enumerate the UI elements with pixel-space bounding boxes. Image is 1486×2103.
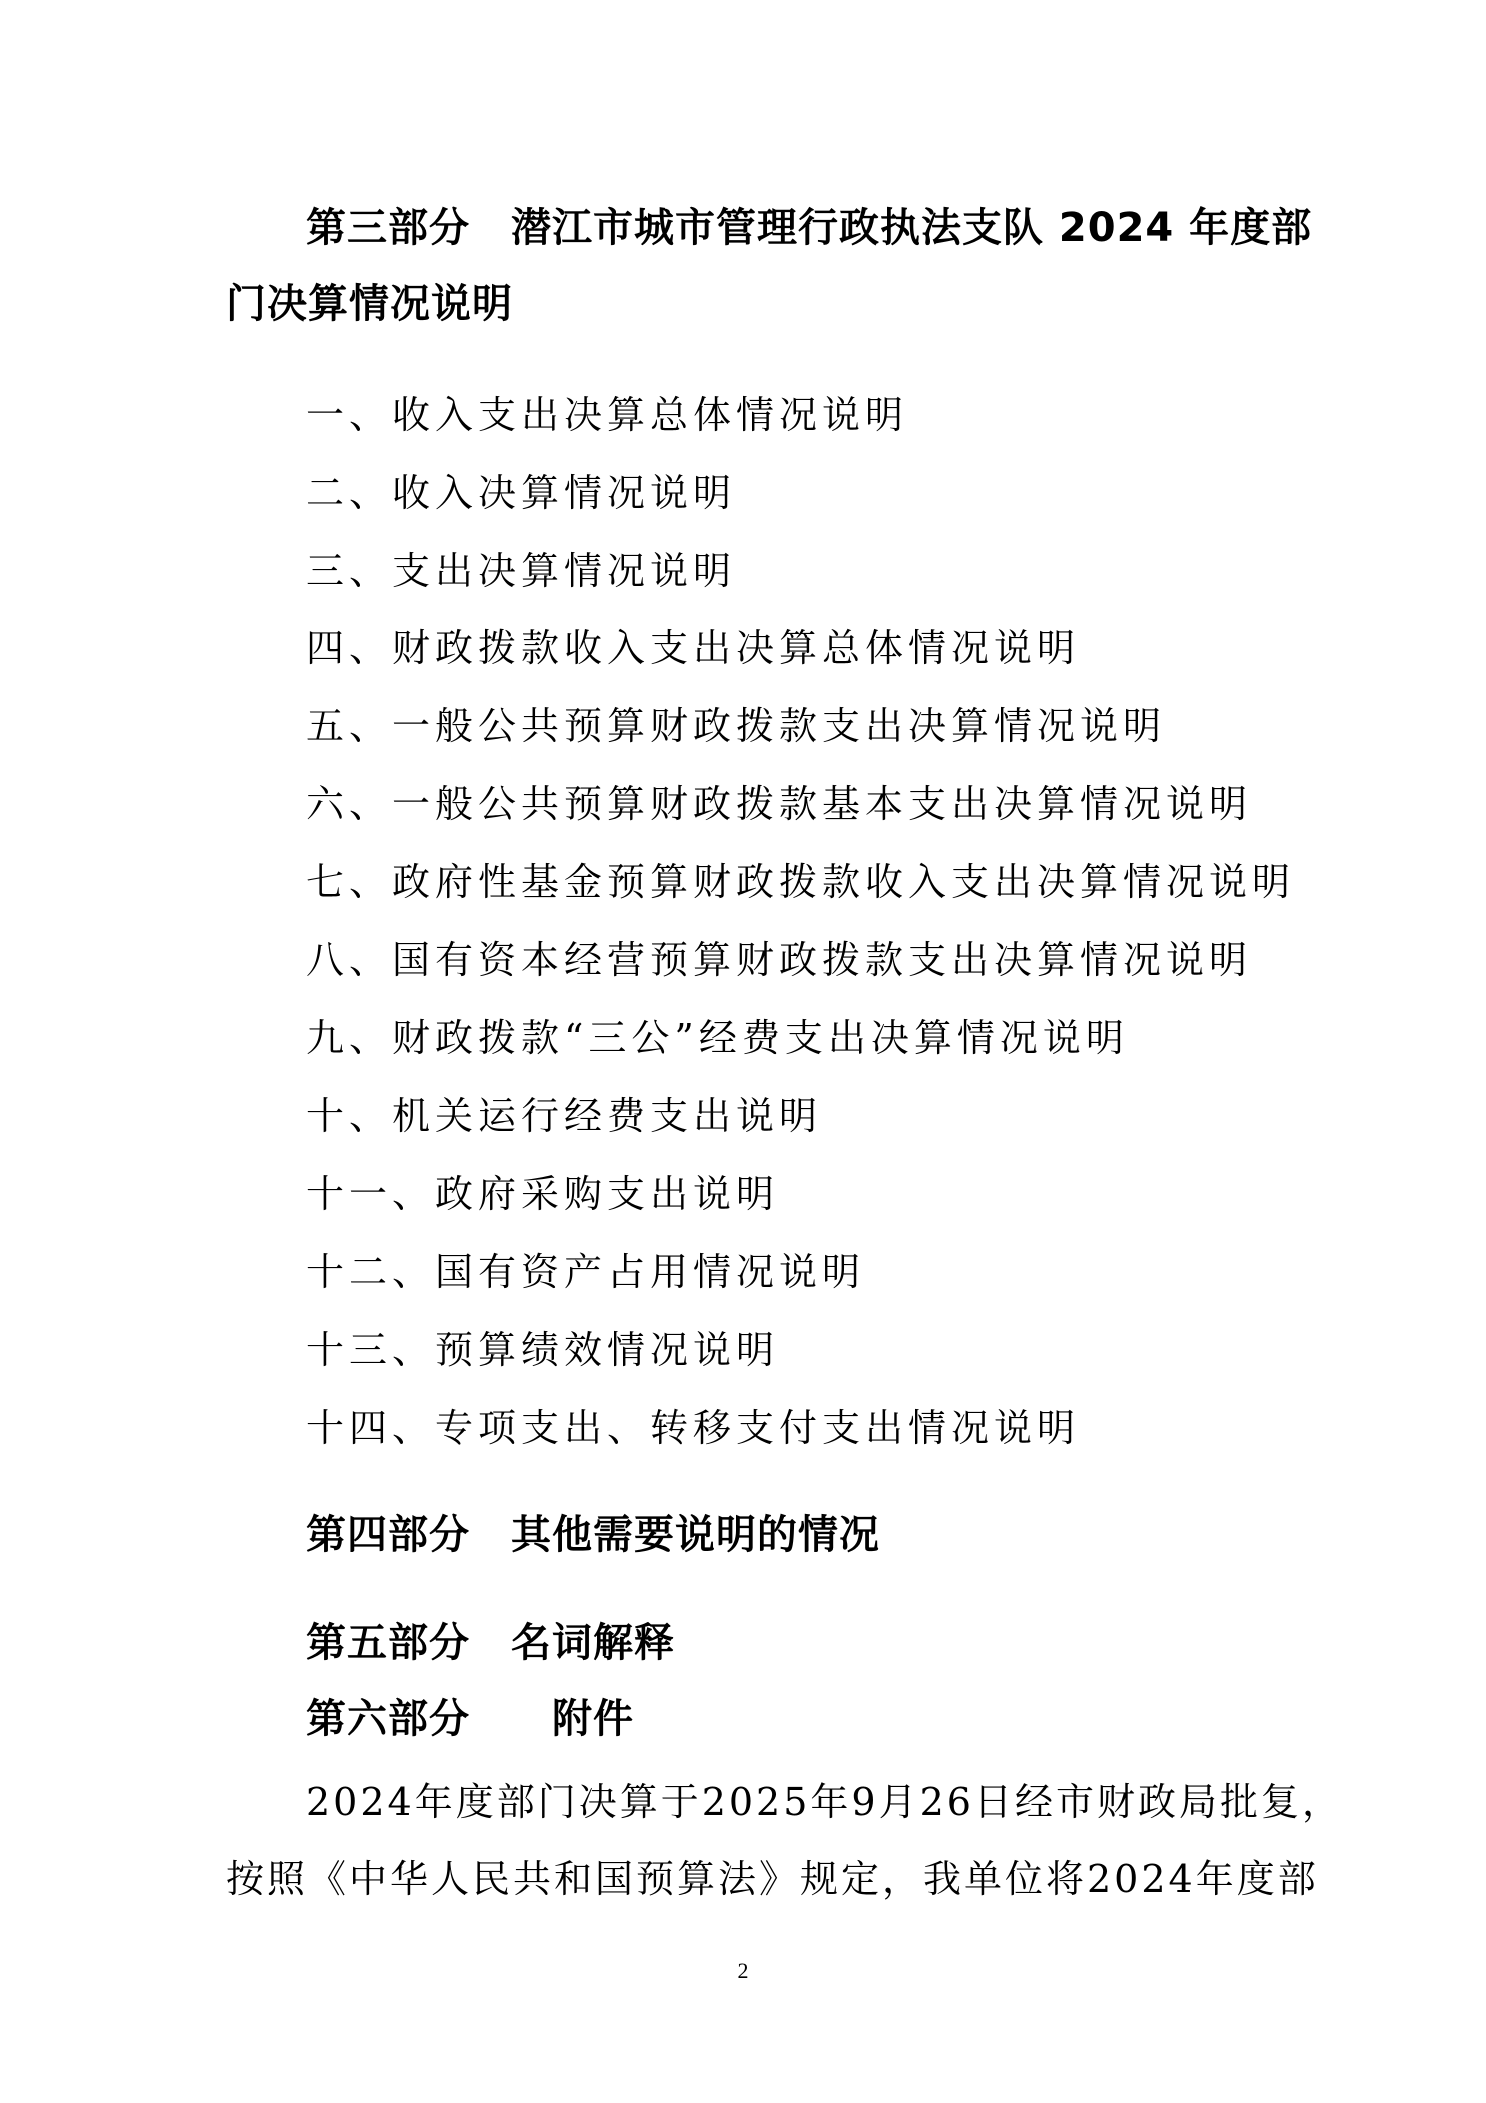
part6-heading: 第六部分 附件 bbox=[306, 1696, 634, 1742]
part4-heading: 第四部分 其他需要说明的情况 bbox=[306, 1512, 880, 1558]
toc-item-12: 十二、国有资产占用情况说明 bbox=[306, 1250, 866, 1294]
toc-item-14: 十四、专项支出、转移支付支出情况说明 bbox=[306, 1406, 1081, 1450]
toc-item-9: 九、财政拨款“三公”经费支出决算情况说明 bbox=[306, 1016, 1129, 1060]
toc-item-7: 七、政府性基金预算财政拨款收入支出决算情况说明 bbox=[306, 860, 1296, 904]
toc-item-4: 四、财政拨款收入支出决算总体情况说明 bbox=[306, 626, 1081, 670]
toc-item-1: 一、收入支出决算总体情况说明 bbox=[306, 393, 909, 437]
toc-item-11: 十一、政府采购支出说明 bbox=[306, 1172, 780, 1216]
paragraph-line1: 2024年度部门决算于2025年9月26日经市财政局批复， bbox=[306, 1780, 1343, 1824]
toc-item-5: 五、一般公共预算财政拨款支出决算情况说明 bbox=[306, 704, 1167, 748]
toc-item-6: 六、一般公共预算财政拨款基本支出决算情况说明 bbox=[306, 782, 1253, 826]
toc-item-3: 三、支出决算情况说明 bbox=[306, 549, 737, 593]
toc-item-8: 八、国有资本经营预算财政拨款支出决算情况说明 bbox=[306, 938, 1253, 982]
part5-heading: 第五部分 名词解释 bbox=[306, 1620, 675, 1666]
toc-item-13: 十三、预算绩效情况说明 bbox=[306, 1328, 780, 1372]
page-number: 2 bbox=[737, 1958, 749, 1983]
paragraph-line2: 按照《中华人民共和国预算法》规定，我单位将2024年度部 bbox=[226, 1857, 1319, 1901]
part3-heading-line2: 门决算情况说明 bbox=[226, 281, 513, 327]
part3-heading-line1: 第三部分 潜江市城市管理行政执法支队 2024 年度部 bbox=[306, 205, 1313, 251]
toc-item-2: 二、收入决算情况说明 bbox=[306, 471, 737, 515]
toc-item-10: 十、机关运行经费支出说明 bbox=[306, 1094, 823, 1138]
